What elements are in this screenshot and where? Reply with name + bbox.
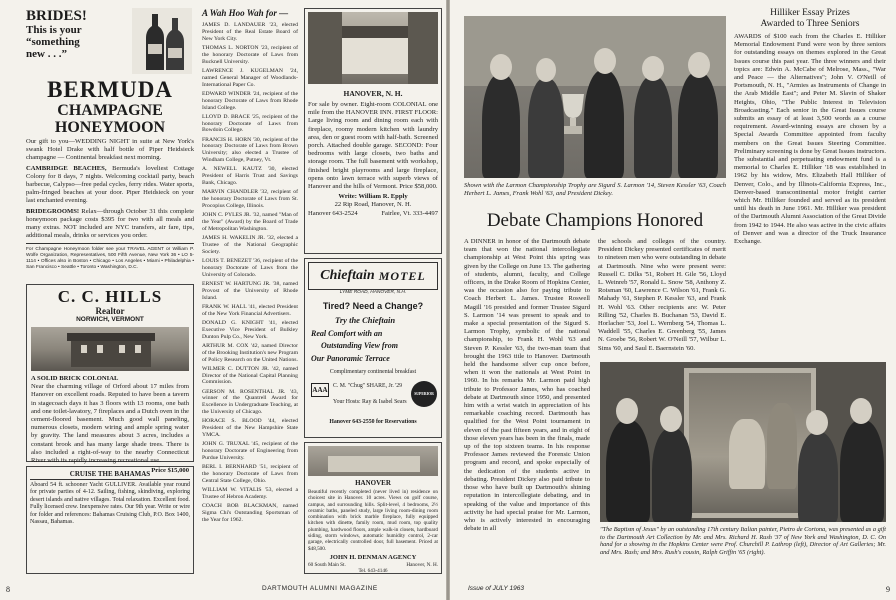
- denman-tel: Tel. 643-4146: [358, 568, 388, 575]
- denman-address: 60 South Main St.: [308, 561, 346, 568]
- hanover-house-ad: [304, 8, 442, 254]
- bahamas-body: Aboard 54 ft. schooner Yacht GULLIVER. Available year round for private parties of 4-12. Sailing, fishing, skindiving, exploring desert islands and native villages. Total relaxation. Excellent food. Fully licensed crew. Inexpensive rates. Our 9th year. Write or wire for folder and references: Bahamas Cruising Club, P.O. Box 1400, Nassau, Bahamas.: [30, 482, 190, 526]
- wahoo-entry: GERSON M. ROSENTHAL JR. '43, winner of the Quantrell Award for Excellence in Undergraduate Teaching, at the University of Chicago.: [202, 388, 298, 416]
- wahoo-entry: ARTHUR M. COX '42, named Director of the Brooking Institution's new Program of Policy Research on the United Nations.: [202, 342, 298, 363]
- brides-heading: BRIDES!: [26, 8, 87, 24]
- baptism-painting-photo: [600, 362, 886, 522]
- denman-body: Beautiful recently completed (never lived in) residence on choicest site in Hanover. 10 acres. Views on golf course, campus, and surrounding hills. Split-level, 4 bedrooms, 2½ ceramic baths, paneled study, large living room-dining room combination with brick marble fireplace, fully equipped kitchen with dinette, family room, mud room, top quality plumbing, hardwood floors, ample walk-in closets, hardboard siding, storm windows, automatic humidity control, 2-car garage, electrically controlled door, full basement. Priced at $48,500.: [308, 489, 438, 552]
- chieftain-name: Chieftain: [320, 268, 375, 283]
- champagne-bottle-illustration: [132, 8, 192, 74]
- bermuda-contact: For Champagne Honeymoon folder see your TRAVEL AGENT or William P. Wolfe Organization, Representatives, 500 Fifth Avenue, New York 36 • LO 5-1114 • Offices also in Boston • Chicago • Los Angeles • Miami • Philadelphia • San Francisco • Seattle • Toronto • Washington, D.C.: [26, 247, 194, 270]
- debate-photo-caption: Shown with the Larmon Championship Trophy are Sigurd S. Larmon '14, Steven Kessler '63, Coach Herbert L. James, Frank Wohl '63, and President Dickey.: [464, 182, 726, 197]
- cambridge-body: Bermuda's loveliest Cottage Colony for 8 days, 7 nights. Welcoming cocktail party, beach barbecue, Calypso—free pedal cycles, ferry rides. Water sports, palm-fringed beaches at your door. Piper Heidsieck on your last enchanted evening.: [26, 164, 194, 205]
- bermuda-ad: [26, 8, 194, 280]
- chieftain-terrace: Our Panoramic Terrace: [311, 354, 390, 363]
- chieftain-address: LYME ROAD, HANOVER, N.H.: [339, 290, 407, 295]
- issue-date: Issue of JULY 1963: [468, 585, 525, 592]
- honeymoon-title: HONEYMOON: [54, 119, 166, 136]
- wahoo-entry: LAWRENCE J. KUGELMAN '24, named General Manager of Woodlands-International Paper Co.: [202, 67, 298, 88]
- debate-team-photo: [464, 16, 726, 178]
- wahoo-entry: HORACE S. BLOOD '44, elected President of the New Hampshire State YMCA.: [202, 418, 298, 439]
- wahoo-column: [202, 8, 298, 526]
- bermuda-title: BERMUDA: [47, 77, 173, 102]
- chieftain-phone: Hanover 643-2550 for Reservations: [329, 419, 417, 425]
- hanover-denman-ad: [304, 442, 442, 574]
- chieftain-ad: [304, 258, 442, 438]
- hanover-house-phone2: Fairlee, Vt. 333-4497: [381, 209, 438, 217]
- chieftain-try: Try the Chieftain: [335, 315, 396, 325]
- superior-badge: SUPERIOR: [411, 381, 437, 407]
- hanover-house-photo: [308, 12, 438, 84]
- wahoo-entry: JOHN G. TRUXAL '45, recipient of the honorary Doctorate of Engineering from Purdue University.: [202, 441, 298, 462]
- bahamas-ad: [26, 466, 194, 574]
- wahoo-entry: WILLIAM W. VITALIS '53, elected a Trustee of Hebron Academy.: [202, 487, 298, 500]
- hills-location: NORWICH, VERMONT: [76, 316, 144, 323]
- aaa-badge: AAA: [311, 383, 329, 397]
- chieftain-breakfast: Complimentary continental breakfast: [329, 369, 417, 375]
- wahoo-entry: JAMES D. LANDAUER '23, elected President of the Real Estate Board of New York City.: [202, 22, 298, 42]
- cambridge-heading: CAMBRIDGE BEACHES,: [26, 164, 107, 172]
- chieftain-hosts: Your Hosts: Ray & Isabel Sears: [333, 399, 407, 405]
- wahoo-entry: JOHN C. PYLES JR. '32, named "Man of the Year" (Award) by the Board of Trade of Metropolitan Washington.: [202, 212, 298, 232]
- denman-title: HANOVER: [355, 479, 391, 487]
- wahoo-entry: LOUIS T. BENEZET '36, recipient of the honorary Doctorate of Laws from the University of Colorado.: [202, 257, 298, 278]
- wahoo-entry: A. NEWELL KAUTZ '30, elected President of Harris Trust and Savings Bank, Chicago.: [202, 166, 298, 187]
- bridegrooms-heading: BRIDEGROOMS!: [26, 207, 80, 215]
- chieftain-host: C. M. "Chug" SHARE, Jr. '29: [333, 383, 403, 389]
- wahoo-entry: FRANCIS H. HORN '30, recipient of the honorary Doctorate of Laws from Brown University; also elected a Trustee of Windham College, Putney, Vt.: [202, 136, 298, 164]
- wahoo-entry: ERNEST W. HARTUNG JR. '38, named Provost of the University of Rhode Island.: [202, 280, 298, 301]
- bridegrooms-body: Relax—through October 31 this complete honeymoon package costs $395 for two with all meals and many extras. NOT included are NYC transfers, air fare, tips, additional meals, drinks or services you order.: [26, 207, 194, 240]
- hanover-house-write: Write: William R. Epply: [338, 193, 408, 201]
- debate-headline: Debate Champions Honored: [486, 210, 704, 231]
- wahoo-entry: LLOYD D. BRACE '25, recipient of the honorary Doctorate of Laws from Bowdoin College.: [202, 113, 298, 134]
- debate-article-col2: the schools and colleges of the country. President Dickey presented certificates of merit to nineteen men who were outstanding in debate at Dartmouth. Nine who were present were: Russell C. Dilks '51, Robert H. Gile '56, Lloyd L. Weinreb '57, Ronald L. Snow '58, Anthony Z. Roisman '60, Lawrence C. Wilson '61, Frank G. Mahady '61, Stephen P. Kessler '63, and Frank H. Wohl '63. Other recipients are: W. Peter Rilling '52, Charles B. Buchanan '53, David E. Horlacher '53, Joel L. Wernberg '54, Thomas L. Waddell '55, Charles E. Greenberg '55, James N. Groebe '56, Robert W. O'Neill '57, Wilbur L. Sims '60, and Saul E. Baernstein '60.: [598, 238, 726, 352]
- new-line: new . . .”: [26, 48, 67, 60]
- house-price: Price $15,000: [151, 467, 189, 475]
- wahoo-entry: WILMER C. DUTTON JR. '42, named Director of the National Capital Planning Commission.: [202, 365, 298, 386]
- essay-title: Hilliker Essay Prizes: [770, 8, 850, 18]
- wahoo-entry: BERL I. BERNHARD '51, recipient of the honorary Doctorate of Laws from Central State College, Ohio.: [202, 464, 298, 484]
- debate-article-col1: A DINNER in honor of the Dartmouth debate team that won the national intercollegiate championship at West Point this spring was given by the College on June 13. The gathering of students, alumni, faculty, and College officers, in the Drake Room of Hopkins Center, was the occasion also for paying tribute to Coach Herbert L. James. Trustee Roswell Magill '16 presided and former Trustee Sigurd S. Larmon '14 was present to speak and to make a special presentation of the Sigurd S. Larmon Trophy, symbolic of the national championship, to Frank H. Wohl '63 and Steven P. Kessler '63, the two-man team that brought the 1963 title to Hanover. Dartmouth held the handsome silver cup once before, when it won the nationals at West Point in 1960. In his remarks Mr. Larmon paid high tribute to Professor James, who has coached debate at Dartmouth since 1950, and presented him with a wrist watch in appreciation of his remarkable coaching record. Dartmouth has qualified for the West Point tournament in eleven of the past fifteen years, and in eight of those eleven years has been in the finals, made up of the top sixteen teams. In his response Professor James reviewed the Forensic Union program and record, and spoke especially of the dedication of the students active in debating. President Dickey also paid tribute to those who have built up Dartmouth's shining reputation in intercollegiate debating, and in speaking of the value and importance of this activity he had special praise for Mr. Larmon, who is actively interested in encouraging debate in all: [464, 238, 590, 533]
- hills-name: C. C. HILLS: [57, 287, 163, 306]
- hanover-house-body: For sale by owner. Eight-room COLONIAL one mile from the HANOVER INN. FIRST FLOOR: Large living room and dining room each with fireplace, roomy modern kitchen with laundry area, den or guest room with half-bath. Screened porch. Attached double garage. SECOND: Four bedrooms with large closets, two baths and storage room. The full basement with workshop, finished bright playrooms and large fireplace, opens onto lawn terrace with superb views of Hanover and the hills of Vermont. Price $58,000.: [308, 101, 438, 191]
- something-line: “something: [26, 36, 80, 48]
- denman-agent: JOHN H. DENMAN AGENCY: [329, 553, 417, 561]
- essay-subtitle: Awarded to Three Seniors: [760, 19, 860, 29]
- chieftain-tired: Tired? Need a Change?: [322, 301, 424, 311]
- essay-body: AWARDS of $100 each from the Charles E. Hilliker Memorial Endowment Fund were won by three seniors for outstanding essays on themes explored in the Great Issues course this past year. The three winners and their topics are: Edwin A. McCabe of Melrose, Mass., "War and Peace — the Alternatives"; John V. O'Neill of Portsmouth, N. H., "Armies as Instruments of Change in the Arab Middle East"; and Peter M. Slavin of Shaker Heights, Ohio, "The Public Interest in Television Broadcasting." Each senior in the Great Issues course submits an essay of at least 3,500 words as a course requirement. Award-winning essays are chosen by a Special Awards Committee appointed from faculty members on the Great Issues Steering Committee. Preliminary screening is done by Great Issues instructors. The substantial and perpetuating endowment fund is a memorial to Charles E. Hilliker '18 was established in 1962 by his widow, Mrs. Elizabeth Hall Hilliker of Denver, Colo., and by Illinois-California Express, Inc., Denver-based transcontinental motor freight carrier which Mr. Hilliker founded and served as its president until his death in June 1961. Mr. Hilliker was president of the Dartmouth Alumni Association of the Great Divide from 1942 to 1944. He also was active in the civic affairs of Denver and was a director of the Truck Insurance Exchange.: [734, 33, 886, 246]
- hanover-house-address: 22 Rip Road, Hanover, N. H.: [334, 201, 412, 209]
- page-number-right: 9: [886, 585, 890, 594]
- wahoo-title: A Wah Hoo Wah for —: [202, 8, 289, 18]
- this-is-line: This is your: [26, 24, 82, 36]
- chieftain-outstanding: Outstanding View from: [321, 341, 398, 350]
- trophy-icon: [558, 92, 588, 136]
- page-number-left: 8: [6, 585, 10, 594]
- essay-column: [734, 8, 886, 248]
- wahoo-entry: COACH BOB BLACKMAN, named Sigma Chi's Outstanding Sportsman of the Year for 1962.: [202, 503, 298, 523]
- wahoo-list: [202, 22, 298, 524]
- denman-house-photo: [308, 446, 438, 476]
- bermuda-body: Our gift to you—WEDDING NIGHT in suite at New York's swank Hotel Drake with half bottle of Piper Heidsieck champagne — Continental breakfast next morning.: [26, 138, 194, 162]
- right-page: [450, 0, 896, 600]
- wahoo-entry: THOMAS L. NORTON '23, recipient of the honorary Doctorate of Laws from Bucknell University.: [202, 44, 298, 65]
- chieftain-motel: MOTEL: [378, 268, 426, 283]
- left-page: [0, 0, 446, 600]
- champagne-title: CHAMPAGNE: [57, 102, 163, 119]
- house-description: Near the charming village of Orford about 17 miles from Hanover on excellent roads. Reputed to have been a tavern in stagecoach days it has 3 floors with 13 rooms, one bath and one toilet-lavatory, 7 fireplaces and a Dutch oven in the cement-floored basement. Much good wall paneling, numerous closets, modern wiring and ample spring water by gravity. The land measures about 3 acres, includes a constant brook and has many large shade trees. There is also included a right-of-way to the nearby Connecticut River with its rapidly increasing recreational use.: [31, 383, 189, 465]
- bahamas-title: CRUISE THE BAHAMAS: [30, 470, 190, 480]
- painting-caption: "The Baptism of Jesus" by an outstanding 17th century Italian painter, Pietro de Cortona, was presented as a gift to the Dartmouth Art Collection by Mr. and Mrs. Richard H. Rush '37 of New York and Washington, D. C. On hand for a showing in the Hopkins Center were Prof. Churchill P. Lathrop (left), Director of Art Galleries; Mr. and Mrs. Rush; and Mrs. Rush's cousin, Ralph Griffin '65 (right).: [600, 526, 886, 556]
- wahoo-entry: MARVIN CHANDLER '32, recipient of the honorary Doctorate of Laws from St. Procopius College, Illinois.: [202, 189, 298, 210]
- chieftain-comfort: Real Comfort with an: [311, 329, 383, 338]
- hanover-house-phone: Hanover 643-2524: [308, 209, 358, 217]
- magazine-footer: DARTMOUTH ALUMNI MAGAZINE: [262, 585, 378, 592]
- wahoo-entry: FRANK W. HALL '41, elected President of the New York Financial Advertisers.: [202, 303, 298, 317]
- hills-role: Realtor: [95, 306, 125, 316]
- denman-town: Hanover, N. H.: [406, 561, 438, 568]
- wahoo-entry: DONALD G. KNIGHT '41, elected Executive Vice President of Bulkley Dunton Pulp Co., New York.: [202, 319, 298, 340]
- hanover-house-title: HANOVER, N. H.: [343, 89, 403, 98]
- wahoo-entry: JAMES H. WAKELIN JR. '32, elected a Trustee of the National Geographic Society.: [202, 235, 298, 255]
- house-title: A SOLID BRICK COLONIAL: [31, 375, 119, 382]
- brick-house-photo: [31, 327, 189, 371]
- wahoo-entry: EDWARD WINDER '24, recipient of the honorary Doctorate of Laws from Rhode Island College.: [202, 90, 298, 111]
